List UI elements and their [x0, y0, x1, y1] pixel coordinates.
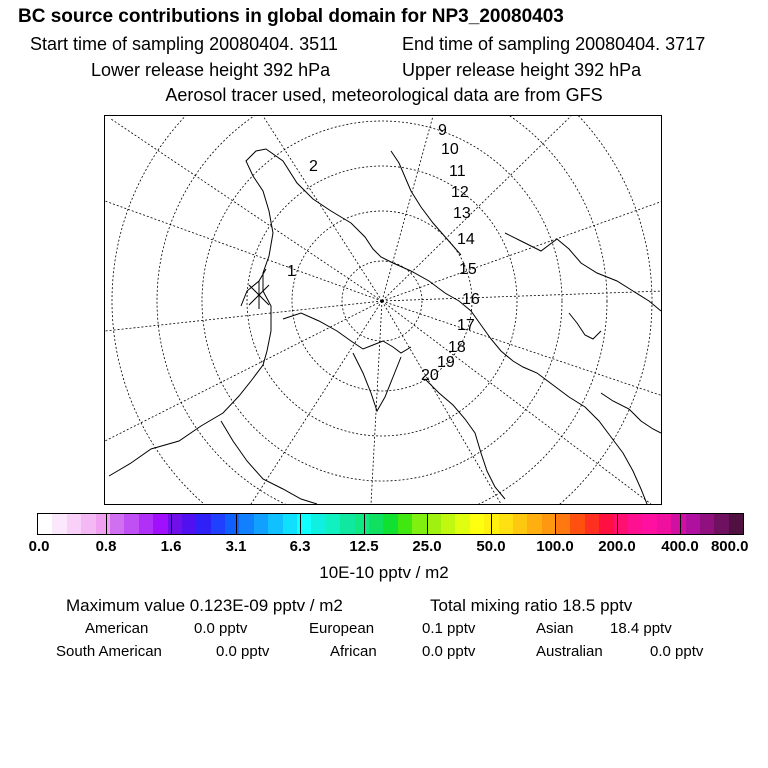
colorbar-tick-label: 1.6	[160, 538, 182, 555]
coastline-scandinavia	[425, 379, 505, 499]
colorbar-segment	[398, 514, 412, 534]
colorbar-segment	[642, 514, 656, 534]
colorbar-tick-label: 200.0	[598, 538, 636, 555]
colorbar-segment	[52, 514, 66, 534]
colorbar-segment	[211, 514, 225, 534]
colorbar-tick-label: 25.0	[412, 538, 442, 555]
latitude-circle-30	[112, 116, 652, 504]
colorbar-divider	[364, 513, 365, 535]
colorbar-tick-label: 400.0	[661, 538, 699, 555]
meridian	[382, 291, 661, 301]
colorbar-segment	[81, 514, 95, 534]
colorbar-segment	[196, 514, 210, 534]
trajectory-label: 12	[451, 184, 469, 201]
colorbar-divider	[300, 513, 301, 535]
meridian	[382, 201, 661, 301]
coastline-north-america	[109, 149, 393, 476]
region-value-african: 0.0 pptv	[422, 643, 476, 660]
colorbar-tick-label: 3.1	[225, 538, 247, 555]
colorbar-divider	[427, 513, 428, 535]
graticule	[105, 116, 661, 504]
region-name-asian: Asian	[536, 620, 574, 637]
trajectory-label: 16	[462, 291, 480, 308]
trajectory-labels	[287, 122, 480, 384]
colorbar-segment	[239, 514, 253, 534]
trajectory-label: 1	[287, 263, 296, 280]
colorbar-divider	[555, 513, 556, 535]
colorbar-segment	[585, 514, 599, 534]
trajectory-label: 17	[457, 317, 475, 334]
colorbar-segment	[268, 514, 282, 534]
colorbar-segment	[225, 514, 239, 534]
colorbar-tick-label: 50.0	[476, 538, 506, 555]
trajectory-label: 18	[448, 339, 466, 356]
colorbar-segment	[513, 514, 527, 534]
region-value-asian: 18.4 pptv	[610, 620, 672, 637]
region-value-south-american: 0.0 pptv	[216, 643, 270, 660]
meridian	[371, 301, 382, 504]
coastlines	[109, 149, 661, 504]
tracer-label: Aerosol tracer used, meteorological data are from GFS	[165, 85, 603, 105]
polar-map	[104, 115, 662, 505]
meridian	[111, 119, 382, 301]
colorbar-segment	[326, 514, 340, 534]
colorbar-segment	[599, 514, 613, 534]
colorbar-segment	[38, 514, 52, 534]
release-marker	[249, 281, 269, 309]
colorbar-segment	[153, 514, 167, 534]
coastline-japan	[569, 313, 601, 339]
region-name-american: American	[85, 620, 149, 637]
upper-release-label: Upper release height 392 hPa	[402, 60, 642, 80]
colorbar-divider	[106, 513, 107, 535]
colorbar-segment	[283, 514, 297, 534]
trajectory-label: 2	[309, 158, 318, 175]
colorbar-segment	[369, 514, 383, 534]
coastline-greenland	[353, 353, 401, 411]
start-time-label: Start time of sampling 20080404. 3511	[30, 34, 338, 54]
region-name-european: European	[309, 620, 375, 637]
colorbar-units: 10E-10 pptv / m2	[319, 563, 449, 582]
trajectory-label: 10	[441, 141, 459, 158]
meridian	[105, 301, 382, 441]
coastline-arctic-islands	[283, 313, 411, 353]
colorbar-segment	[714, 514, 728, 534]
meridian	[263, 116, 382, 301]
coastline-east-asia	[601, 393, 661, 433]
colorbar-segment	[671, 514, 685, 534]
colorbar-segment	[311, 514, 325, 534]
trajectory-label: 15	[459, 261, 477, 278]
colorbar-tick-label: 12.5	[349, 538, 379, 555]
colorbar-segment	[254, 514, 268, 534]
coastline-kamchatka	[505, 233, 661, 311]
colorbar-tick-label: 6.3	[289, 538, 311, 555]
colorbar-segment	[67, 514, 81, 534]
colorbar-segment	[628, 514, 642, 534]
region-name-south-american: South American	[56, 643, 162, 660]
colorbar-segment	[556, 514, 570, 534]
meridian	[382, 301, 501, 504]
trajectory-label: 11	[449, 163, 466, 180]
end-time-label: End time of sampling 20080404. 3717	[402, 34, 706, 54]
colorbar-tick-label: 100.0	[536, 538, 574, 555]
colorbar-divider	[680, 513, 681, 535]
meridian	[382, 116, 433, 301]
colorbar-tick-label: 800.0	[710, 538, 749, 555]
trajectory-label: 14	[457, 231, 475, 248]
colorbar-tick-label: 0.8	[95, 538, 117, 555]
colorbar-segment	[139, 514, 153, 534]
colorbar-segment	[412, 514, 426, 534]
colorbar-segment	[499, 514, 513, 534]
region-value-american: 0.0 pptv	[194, 620, 248, 637]
colorbar-segment	[355, 514, 369, 534]
plot-title: BC source contributions in global domain for NP3_20080403	[18, 6, 564, 27]
region-name-african: African	[330, 643, 377, 660]
meridian	[105, 301, 382, 331]
colorbar-segment	[124, 514, 138, 534]
total-mixing-ratio: Total mixing ratio 18.5 pptv	[430, 596, 633, 615]
meridian	[382, 301, 651, 504]
colorbar-segment	[96, 514, 110, 534]
trajectory-label: 19	[437, 354, 455, 371]
colorbar-segment	[427, 514, 441, 534]
colorbar-segment	[182, 514, 196, 534]
colorbar-segment	[729, 514, 743, 534]
colorbar-segment	[700, 514, 714, 534]
colorbar-segment	[470, 514, 484, 534]
colorbar-divider	[236, 513, 237, 535]
colorbar-segment	[657, 514, 671, 534]
colorbar-segment	[455, 514, 469, 534]
colorbar-segment	[686, 514, 700, 534]
colorbar	[37, 513, 744, 535]
trajectory-label: 13	[453, 205, 471, 222]
meridian	[105, 201, 382, 301]
colorbar-segment	[340, 514, 354, 534]
colorbar-divider	[171, 513, 172, 535]
region-value-european: 0.1 pptv	[422, 620, 476, 637]
region-value-australian: 0.0 pptv	[650, 643, 704, 660]
trajectory-label: 9	[438, 122, 447, 139]
colorbar-segment	[110, 514, 124, 534]
colorbar-segment	[527, 514, 541, 534]
region-name-australian: Australian	[536, 643, 603, 660]
colorbar-tick-label: 0.0	[28, 538, 50, 555]
maximum-value: Maximum value 0.123E-09 pptv / m2	[66, 596, 343, 615]
trajectory-label: 20	[421, 367, 439, 384]
colorbar-segment	[570, 514, 584, 534]
colorbar-segment	[441, 514, 455, 534]
latitude-circle-40	[157, 116, 607, 504]
colorbar-segment	[383, 514, 397, 534]
colorbar-divider	[491, 513, 492, 535]
colorbar-divider	[617, 513, 618, 535]
lower-release-label: Lower release height 392 hPa	[91, 60, 331, 80]
